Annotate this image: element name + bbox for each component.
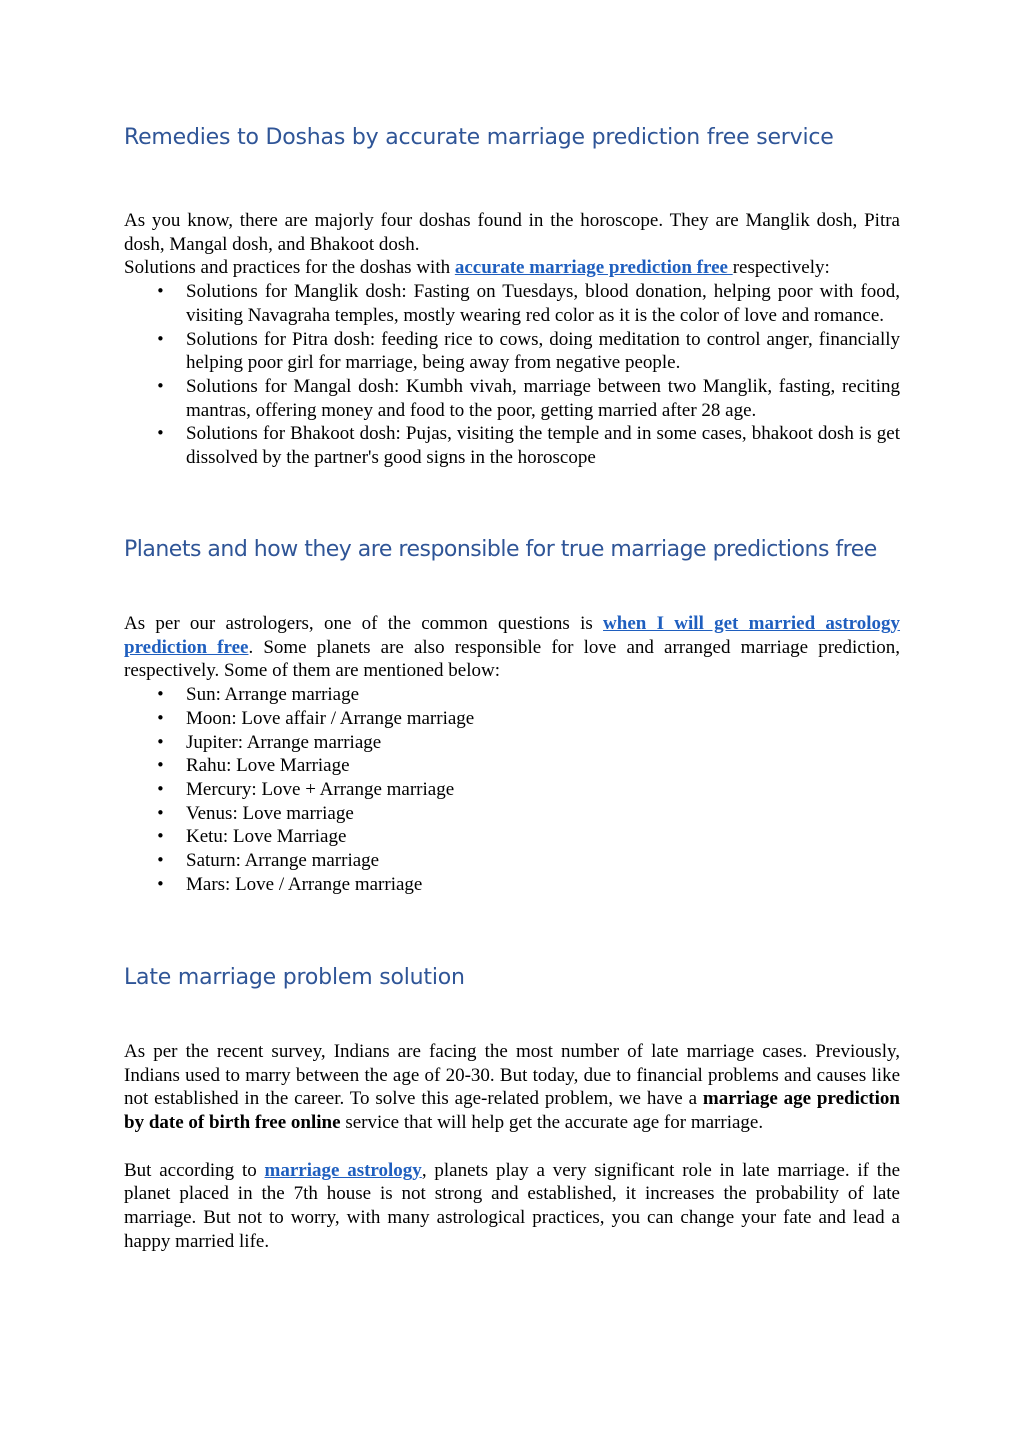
text-run: service that will help get the accurate age for marriage. bbox=[340, 1112, 764, 1134]
paragraph-late-marriage-survey bbox=[124, 1040, 900, 1135]
section-heading-remedies: Remedies to Doshas by accurate marriage prediction free service bbox=[124, 125, 834, 150]
list-item: • Solutions for Manglik dosh: Fasting on Tuesdays, blood donation, helping poor with food, visiting Navagraha temples, mostly wearing red color as it is the color of love and romance. bbox=[186, 280, 900, 327]
text-run: Solutions and practices for the doshas with bbox=[124, 257, 455, 279]
text-run: As per our astrologers, one of the common questions is bbox=[124, 613, 604, 634]
list-item: • Jupiter: Arrange marriage bbox=[186, 731, 900, 755]
section-planets-body bbox=[124, 612, 900, 896]
link-marriage-astrology[interactable]: marriage astrology bbox=[264, 1159, 422, 1181]
link-when-married-prediction[interactable]: when I will get married astrology prediction free bbox=[124, 613, 901, 658]
link-accurate-marriage-prediction[interactable]: accurate marriage prediction free bbox=[454, 257, 733, 279]
doshas-solutions-list bbox=[124, 280, 900, 470]
bold-text: marriage age prediction by date of birth free online bbox=[124, 1088, 900, 1134]
section-remedies-body bbox=[124, 209, 900, 470]
text-run: . Some planets are also responsible for love and arranged marriage prediction, respectively. Some of them are mentioned below: bbox=[124, 636, 900, 682]
paragraph-marriage-astrology bbox=[124, 1159, 900, 1254]
text-run: But according to bbox=[124, 1159, 265, 1181]
planets-list bbox=[124, 683, 900, 896]
text-run: respectively: bbox=[732, 257, 830, 279]
paragraph-solutions-intro bbox=[124, 256, 900, 280]
list-item: • Moon: Love affair / Arrange marriage bbox=[186, 707, 900, 731]
section-heading-late-marriage: Late marriage problem solution bbox=[124, 965, 465, 990]
list-item: • Mercury: Love + Arrange marriage bbox=[186, 778, 900, 802]
list-item: • Solutions for Pitra dosh: feeding rice to cows, doing meditation to control anger, financially helping poor girl for marriage, being away from negative people. bbox=[186, 328, 900, 375]
list-item: • Solutions for Mangal dosh: Kumbh vivah, marriage between two Manglik, fasting, reciting mantras, offering money and food to the poor, getting married after 28 age. bbox=[186, 375, 900, 422]
list-item: • Solutions for Bhakoot dosh: Pujas, visiting the temple and in some cases, bhakoot dosh is get dissolved by the partner's good signs in the horoscope bbox=[186, 422, 900, 469]
list-item: • Rahu: Love Marriage bbox=[186, 754, 900, 778]
text-run: As per the recent survey, Indians are facing the most number of late marriage cases. Previously, Indians used to marry between the age of 20-30. But today, due to financial problems and causes like not established in the career. To solve this age-related problem, we have a bbox=[124, 1041, 900, 1110]
list-item: • Mars: Love / Arrange marriage bbox=[186, 873, 900, 897]
list-item: • Sun: Arrange marriage bbox=[186, 683, 900, 707]
paragraph-planets-intro bbox=[124, 612, 900, 683]
paragraph-doshas-intro: As you know, there are majorly four doshas found in the horoscope. They are Manglik dosh, Pitra dosh, Mangal dosh, and Bhakoot dosh. bbox=[124, 210, 900, 255]
section-heading-planets: Planets and how they are responsible for true marriage predictions free bbox=[124, 537, 877, 562]
list-item: • Venus: Love marriage bbox=[186, 802, 900, 826]
text-run: , planets play a very significant role in late marriage. if the planet placed in the 7th house is not strong and established, it increases the probability of late marriage. But not to worry, with many astrological practices, you can change your fate and lead a happy married life. bbox=[124, 1159, 901, 1252]
list-item: • Saturn: Arrange marriage bbox=[186, 849, 900, 873]
section-late-marriage-body bbox=[124, 1040, 900, 1253]
list-item: • Ketu: Love Marriage bbox=[186, 825, 900, 849]
